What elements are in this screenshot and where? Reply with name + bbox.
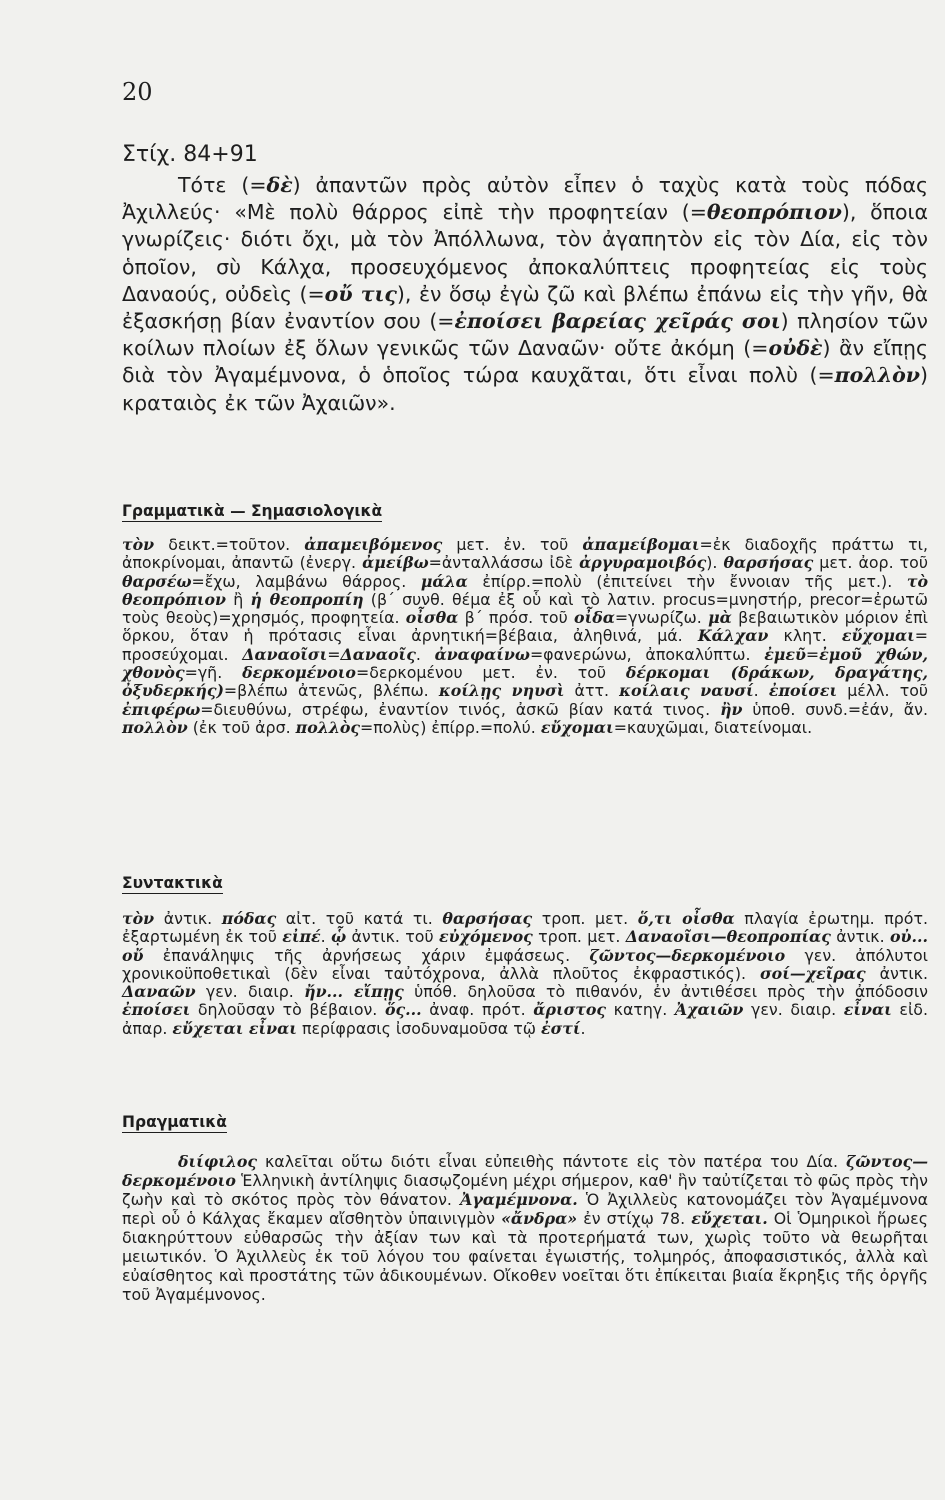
term: ἀργυραμοιβός [579,553,707,573]
term: εὐχόμενος [439,927,533,947]
text-run: =ἀνταλλάσσω ἰδὲ [428,553,580,573]
text-run: = [805,644,820,664]
text-run: γεν. διαιρ. [195,982,305,1002]
term: Κάλχαν [697,626,769,646]
term: ὅς... [384,1000,422,1020]
term: πολλὸν [834,363,920,388]
term: ἡ θεοπροπίη [250,589,364,609]
term: σοί—χεῖρας [760,963,866,983]
term: Δαναοῖσι [242,644,328,664]
text-run: ἐπίρρ.=πολὺ (ἐπιτείνει τὴν ἔννοιαν τῆς μετ.). [467,571,907,591]
term: πολλὸν [122,717,188,737]
term: μὰ [708,608,732,628]
term: οἶδα [574,608,615,628]
text-run: εἰδ. ἀπαρ. [122,1000,928,1038]
term: κοίλῃς νηυσὶ [438,681,565,701]
text-run: β΄ πρόσ. τοῦ [458,608,575,628]
text-run: ὑποθ. συνδ.=ἐάν, ἄν. [742,699,928,719]
term: Ἀχαιῶν [674,1000,744,1020]
text-run: (β΄ συνθ. θέμα ἐξ οὗ καὶ τὸ λατιν. procus=μνηστήρ, precor=ἐρωτῶ τοὺς θεοὺς)=χρησμός, προφητεία. [122,589,928,628]
term: δὲ [266,173,293,197]
text-run: περίφρασις ἰσοδυναμοῦσα τῷ [296,1018,542,1038]
text-run: ὑπόθ. δηλοῦσα τὸ πιθανόν, ἐν ἀντιθέσει πρὸς τὴν ἀπόδοσιν [403,982,928,1002]
term: κοίλαις ναυσί [619,681,754,701]
text-run: ἀττ. [564,681,620,701]
term: θαρσήσας [442,909,533,928]
text-run: μετ. ἐν. τοῦ [442,535,583,554]
text-run: . [753,681,769,701]
term: ἀπαμειβόμενος [304,535,443,554]
grammar-notes [122,536,928,737]
text-run: =γνωρίζω. [614,608,709,628]
text-run: =καυχῶμαι, διατείνομαι. [613,717,813,737]
term: οὐ... οὔ [122,927,929,965]
term: ἀπαμείβομαι [582,535,700,554]
term: Δαναοῖς [340,644,416,664]
text-run: . [415,644,435,664]
syntax-notes [122,910,928,1038]
syntax-heading: Συντακτικὰ [122,874,223,892]
term: Δαναῶν [122,982,196,1002]
term: εὔχομαι [540,717,614,737]
text-run: αἰτ. τοῦ κατά τι. [276,909,443,928]
term: θαρσέω [122,571,192,591]
text-run: (ἐκ τοῦ ἀρσ. [187,717,296,737]
text-run: . [320,927,332,947]
text-run: μέλλ. τοῦ [837,681,929,701]
text-run: ἢ [225,589,251,609]
term: οἶσθα [405,608,459,628]
text-run: ) ἀπαντῶν πρὸς αὐτὸν εἶπεν ὁ ταχὺς κατὰ τοὺς πόδας Ἀχιλλεύς· «Μὲ πολὺ θάρρος εἰπὲ τὴν προφητείαν (= [122,173,928,225]
text-run: =ἐκ διαδοχῆς πράττω τι, ἀποκρίνομαι, ἀπαντῶ (ἐνεργ. [122,535,929,573]
text-run: =φανερώνω, ἀποκαλύπτω. [529,644,765,664]
text-run: πλαγία ἐρωτημ. πρότ. ἐξαρτωμένη ἐκ τοῦ [122,909,929,947]
term: πόδας [221,909,277,928]
term: θαρσήσας [723,553,814,573]
facts-heading: Πραγματικὰ [122,1113,227,1131]
term: τὸν [122,909,155,928]
term: μάλα [420,571,468,591]
term: οὔ τις [324,281,397,306]
text-run: ) πλησίον τῶν κοίλων πλοίων ἐξ ὅλων γενικῶς τῶν Δαναῶν· οὔτε ἀκόμη (= [122,309,928,361]
term: ὅ,τι οἶσθα [637,909,735,928]
term: διίφιλος [178,1152,257,1171]
term: ἐμεῦ [764,644,806,664]
term: Δαναοῖσι—θεοπροπίας [625,927,831,947]
term: εὔχομαι [841,626,915,646]
text-run: ἐπανάληψις τῆς ἀρνήσεως χάριν ἐμφάσεως. [143,945,590,965]
text-run: δεικτ.=τοῦτον. [154,535,305,554]
text-run: ), ἐν ὅσῳ ἐγὼ ζῶ καὶ βλέπω ἐπάνω εἰς τὴν γῆν, θὰ ἐξασκήσῃ βίαν ἐναντίον σου (= [122,281,929,334]
text-run: =γῆ. [184,663,243,683]
text-run: βεβαιωτικὸν μόριον ἐπὶ ὅρκου, ὅταν ἡ πρότασις εἶναι ἀρνητική=βέβαια, ἀληθινά, μά. [122,608,928,646]
term: ἤν... εἴπῃς [304,982,404,1002]
term: τὸν [122,535,155,554]
term: ἐποίσει βαρείας χεῖράς σοι [454,309,781,334]
term: ζῶντος—δερκομένοιο [589,945,786,965]
term: ἐπιφέρω [122,699,201,719]
term: δερκομένοιο [242,663,356,683]
text-run [862,645,876,664]
term: «ἄνδρα» [501,1209,578,1228]
term: εἶναι [843,1000,892,1020]
translation-paragraph [122,172,928,417]
term: θεοπρόπιον [706,200,842,225]
text-run: ἀναφ. πρότ. [421,1000,534,1020]
text-run: Τότε (= [178,173,267,197]
text-run: ἐν στίχῳ 78. [577,1209,692,1228]
grammar-heading: Γραμματικὰ — Σημασιολογικὰ [122,502,383,520]
text-run: =διευθύνω, στρέφω, ἐναντίον τινός, ἀσκῶ βίαν κατά τινος. [200,699,721,719]
term: ἄριστος [533,1000,607,1020]
text-run: ἀντικ. τοῦ [346,927,439,947]
text-run: Ὁ Ἀχιλλεὺς κατονομάζει τὸν Ἀγαμέμνονα περὶ οὗ ὁ Κάλχας ἔκαμεν αἴσθητὸν ὑπαινιγμὸν [122,1190,928,1228]
page-number: 20 [122,78,153,106]
text-run: κλητ. [768,626,842,646]
term: ἐμοῦ [819,644,862,664]
term: ἐποίσει [122,1000,191,1020]
text-run: ). [706,553,724,573]
text-run: = [327,644,341,664]
term: δέρκομαι (δράκων, δραγάτης, ὀξυδερκής) [122,663,928,701]
text-run: = προσεύχομαι. [122,626,928,664]
facts-notes [122,1152,928,1304]
term: ἀμείβω [362,553,429,573]
text-run: τροπ. μετ. [532,909,638,928]
text-run: ἀντικ. [154,909,222,928]
text-run: ) κραταιὸς ἐκ τῶν Ἀχαιῶν». [122,363,928,415]
term: εὔχεται εἶναι [172,1018,297,1038]
text-run: κατηγ. [606,1000,675,1020]
term: ἢν [720,699,743,719]
text-run: δηλοῦσαν τὸ βέβαιον. [190,1000,385,1020]
term: χθών, χθονὸς [122,644,928,683]
text-run: γεν. διαιρ. [743,1000,844,1020]
text-run: =ἔχω, λαμβάνω θάρρος. [191,571,421,591]
text-run: ἀντικ. [865,963,929,983]
text-run: τροπ. μετ. [532,927,626,947]
term: εἰπέ [282,927,321,947]
text-run: . [580,1018,586,1038]
verse-reference: Στίχ. 84+91 [122,142,258,167]
text-run: =βλέπω ἀτενῶς, βλέπω. [223,681,439,701]
text-run: =δερκομένου μετ. ἐν. τοῦ [355,663,626,683]
text-run: ) ἂν εἴπῃς διὰ τὸν Ἀγαμέμνονα, ὁ ὁποῖος τώρα καυχᾶται, ὅτι εἶναι πολὺ (= [122,336,928,388]
text-run: γεν. ἀπόλυτοι χρονικοϋποθετικαὶ (δὲν εἶναι ταὐτόχρονα, ἀλλὰ πλοῦτος ἐκφραστικός). [122,945,929,983]
term: ἐποίσει [768,681,838,701]
text-run: =πολὺς) ἐπίρρ.=πολύ. [360,717,541,737]
term: ἀναφαίνω [434,644,530,664]
text-run: ), ὅποια γνωρίζεις· διότι ὄχι, μὰ τὸν Ἀπόλλωνα, τὸν ἀγαπητὸν εἰς τὸν Δία, εἰς τὸν ὁποῖον, σὺ Κάλχα, προσευχόμενος ἀποκαλύπτεις προφητείας εἰς τοὺς Δαναούς, οὐδεὶς (= [122,200,928,306]
text-run: ἀντικ. [830,927,891,947]
text-run: καλεῖται οὕτω διότι εἶναι εὐπειθὴς πάντοτε εἰς τὸν πατέρα του Δία. [257,1152,847,1171]
text-run: μετ. ἀορ. τοῦ [813,553,928,573]
term: ᾧ [331,927,347,947]
term: τὸ θεοπρόπιον [122,571,928,609]
term: Ἀγαμέμνονα. [460,1190,578,1209]
term: ζῶντος—δερκομένοιο [122,1152,928,1190]
term: ἐστί [541,1018,581,1038]
term: πολλὸς [295,717,361,737]
term: εὔχεται. [691,1209,768,1228]
text-run: Οἱ Ὁμηρικοὶ ἥρωες διακηρύττουν εὐθαρσῶς τὴν ἀξίαν των καὶ τὰ προτερήματά των, χωρὶς τοῦτο νὰ θεωρῆται μειωτικόν. Ὁ Ἀχιλλεὺς ἐκ τοῦ λόγου του φαίνεται ἐγωιστής, τολμηρός, ἀποφασιστικός, ἀλλὰ καὶ εὐαίσθητος καὶ προστάτης τῶν ἀδικουμένων. Οἴκοθεν νοεῖται ὅτι ἐπίκειται βιαία ἔκρηξις τῆς ὀργῆς τοῦ Ἀγαμέμνονος. [122,1209,928,1304]
text-run: Ἑλληνικὴ ἀντίληψις διασῳζομένη μέχρι σήμερον, καθ' ἣν ταὐτίζεται τὸ φῶς πρὸς τὴν ζωὴν καὶ τὸ σκότος πρὸς τὸν θάνατον. [122,1171,928,1209]
term: οὐδὲ [768,336,823,361]
